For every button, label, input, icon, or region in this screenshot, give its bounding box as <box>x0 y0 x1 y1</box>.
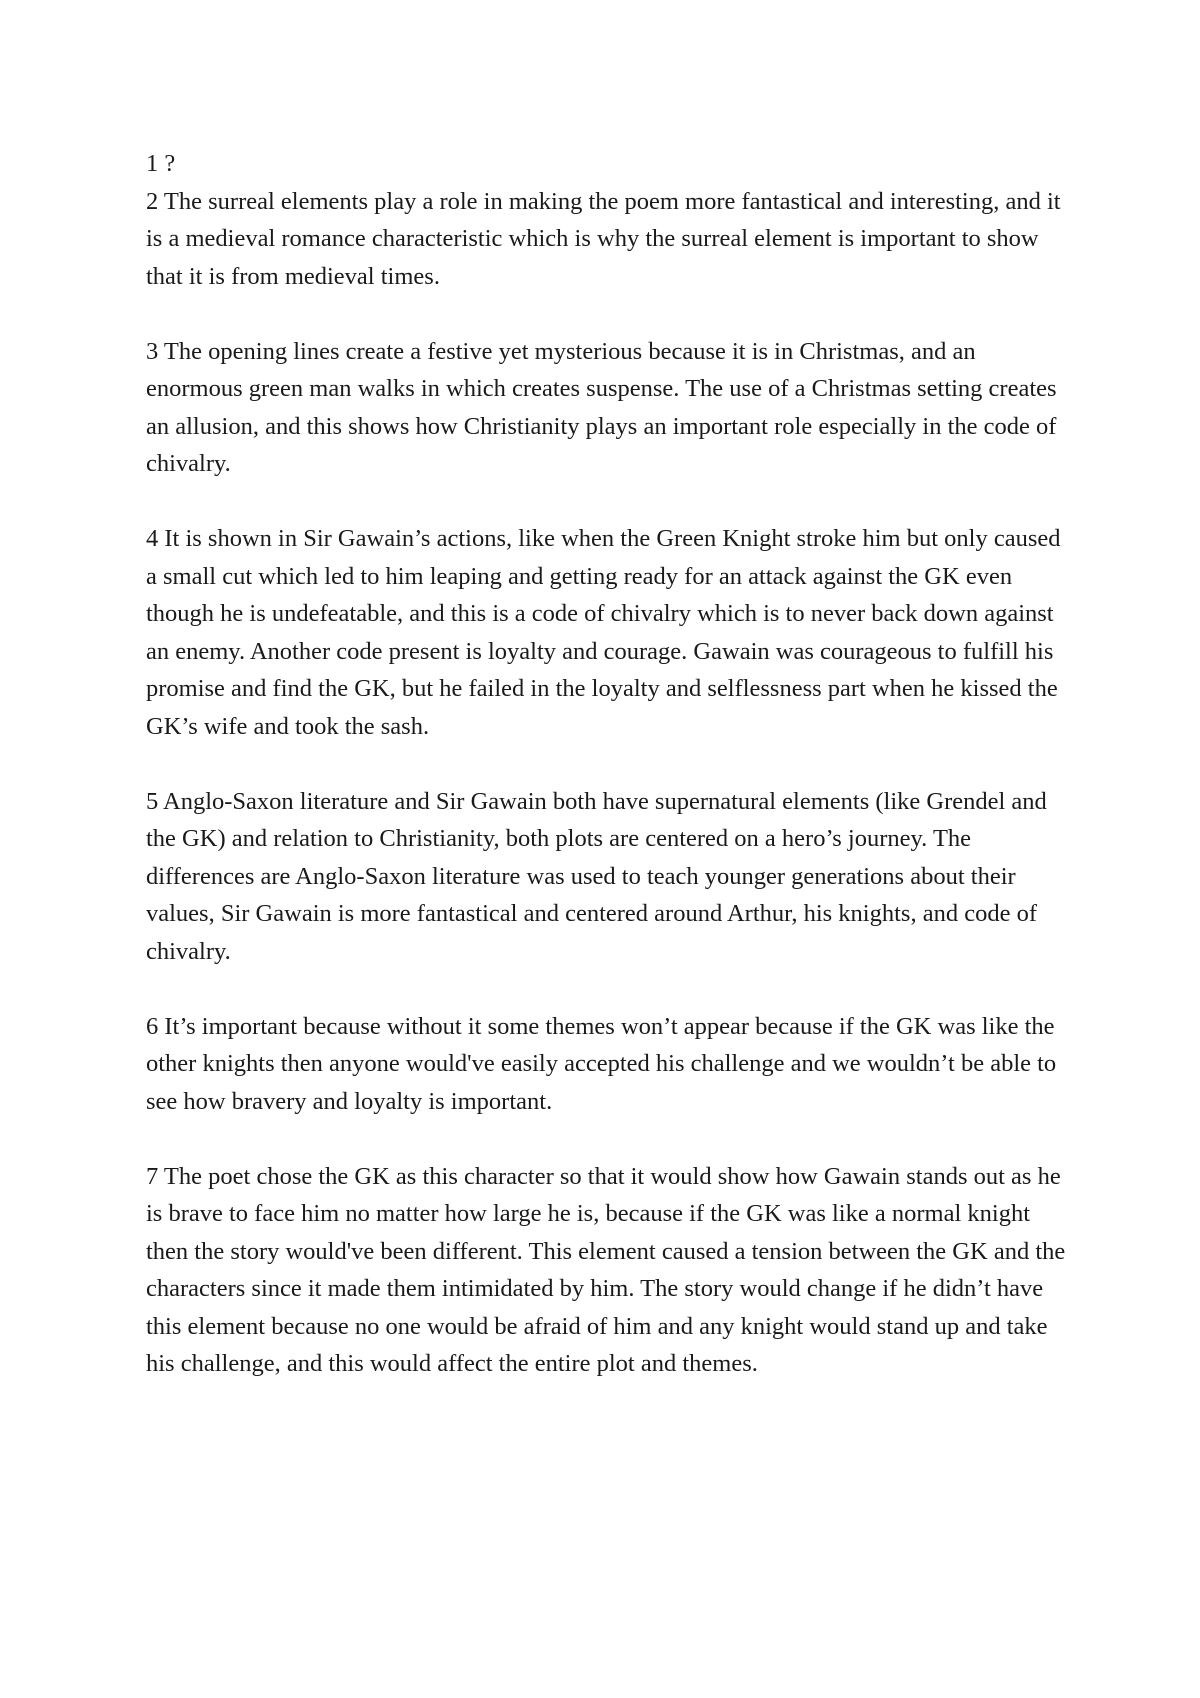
answer-4: 4 It is shown in Sir Gawain’s actions, like when the Green Knight stroke him but only caused a small cut which led to him leaping and getting ready for an attack against the GK even though he is undefeatable, and this is a code of chivalry which is to never back down against an enemy. Another code present is loyalty and courage. Gawain was courageous to fulfill his promise and find the GK, but he failed in the loyalty and selflessness part when he kissed the GK’s wife and took the sash. <box>146 525 1061 740</box>
answer-3: 3 The opening lines create a festive yet mysterious because it is in Christmas, and an enormous green man walks in which creates suspense. The use of a Christmas setting creates an allusion, and this shows how Christianity plays an important role especially in the code of chivalry. <box>146 337 1057 477</box>
answer-7: 7 The poet chose the GK as this character so that it would show how Gawain stands out as he is brave to face him no matter how large he is, because if the GK was like a normal knight then the story would've been different. This element caused a tension between the GK and the characters since it made them intimidated by him. The story would change if he didn’t have this element because no one would be afraid of him and any knight would stand up and take his challenge, and this would affect the entire plot and themes. <box>146 1162 1066 1377</box>
answer-2: 2 The surreal elements play a role in making the poem more fantastical and interesting, and it is a medieval romance characteristic which is why the surreal element is important to show that it is from medieval times. <box>146 187 1061 290</box>
answer-6: 6 It’s important because without it some themes won’t appear because if the GK was like the other knights then anyone would've easily accepted his challenge and we wouldn’t be able to see how bravery and loyalty is important. <box>146 1012 1057 1115</box>
answer-5: 5 Anglo-Saxon literature and Sir Gawain both have supernatural elements (like Grendel and the GK) and relation to Christianity, both plots are centered on a hero’s journey. The differences are Anglo-Saxon literature was used to teach younger generations about their values, Sir Gawain is more fantastical and centered around Arthur, his knights, and code of chivalry. <box>146 787 1047 965</box>
document-body <box>146 145 1076 1383</box>
answer-1: 1 ? <box>146 150 176 177</box>
